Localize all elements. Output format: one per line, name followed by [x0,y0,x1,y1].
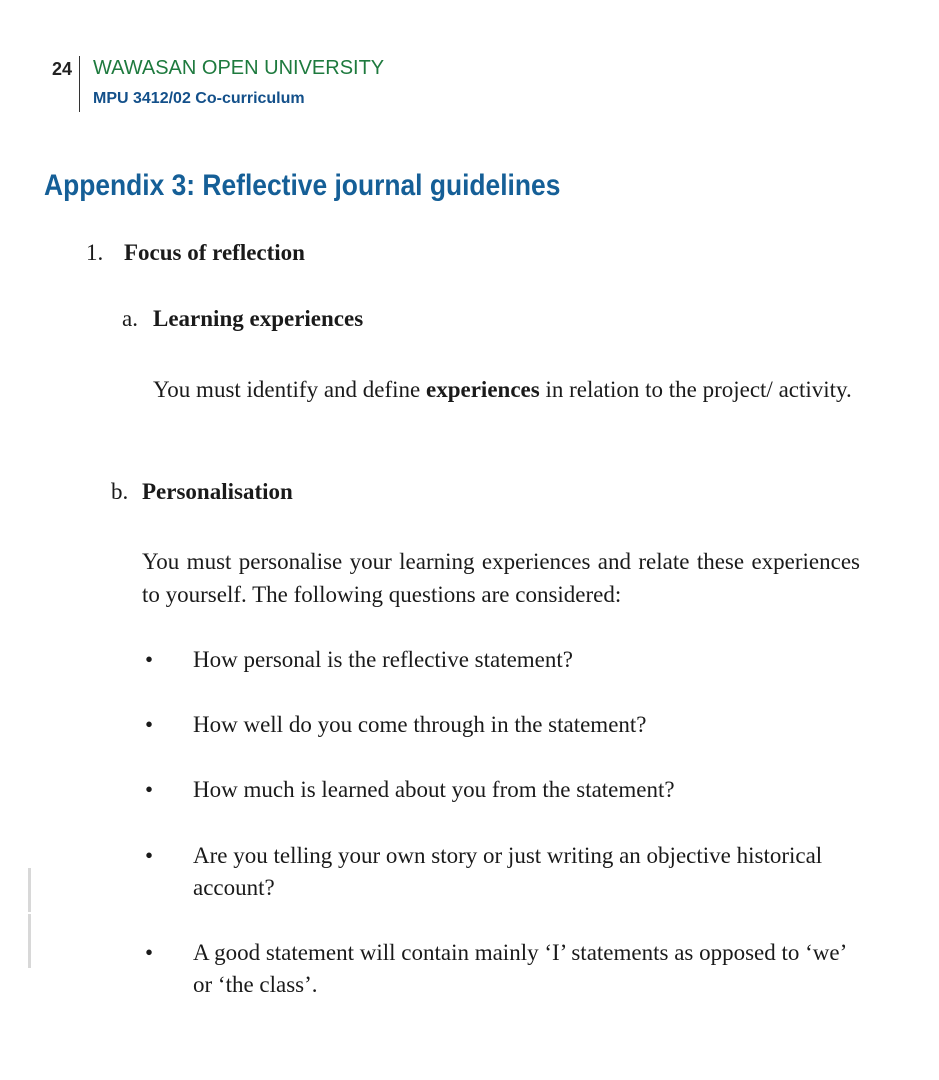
bullet-icon: • [144,843,154,868]
bullet-icon: • [144,712,154,737]
list-item-text: How personal is the reflective statement? [193,647,573,672]
bullet-icon: • [144,647,154,672]
page-number: 24 [52,59,73,79]
subsection-heading-b [111,479,293,505]
scan-margin-mark [28,914,31,968]
list-item-text: How much is learned about you from the statement? [193,777,675,802]
section-title: Focus of reflection [124,240,305,265]
subsection-title: Personalisation [142,479,293,504]
section-number: 1. [86,240,104,265]
list-item-text: Are you telling your own story or just writing an objective historical account? [193,843,823,900]
section-heading-1 [86,240,305,266]
bullet-icon: • [144,940,154,965]
appendix-title: Appendix 3: Reflective journal guidelines [44,169,561,202]
paragraph-emphasis: experiences [426,377,540,402]
paragraph-text: You must identify and define [153,377,427,402]
university-name: WAWASAN OPEN UNIVERSITY [93,57,385,79]
list-item-text: A good statement will contain mainly ‘I’ statements as opposed to ‘we’ or ‘the class’. [193,940,846,997]
bullet-icon: • [144,777,154,802]
list-item-text: How well do you come through in the statement? [193,712,647,737]
course-code: MPU 3412/02 Co-curriculum [93,90,305,107]
personalisation-paragraph: You must personalise your learning experiences and relate these experiences to yourself. The following questions are considered: [142,549,860,607]
learning-experiences-paragraph [153,373,873,406]
subsection-heading-a [122,306,363,332]
subsection-title: Learning experiences [153,306,364,331]
subsection-letter: a. [122,306,138,331]
header-divider [79,56,80,112]
scan-margin-mark [28,868,31,912]
paragraph-text: in relation to the project/ activity. [539,377,852,402]
subsection-letter: b. [111,479,129,504]
